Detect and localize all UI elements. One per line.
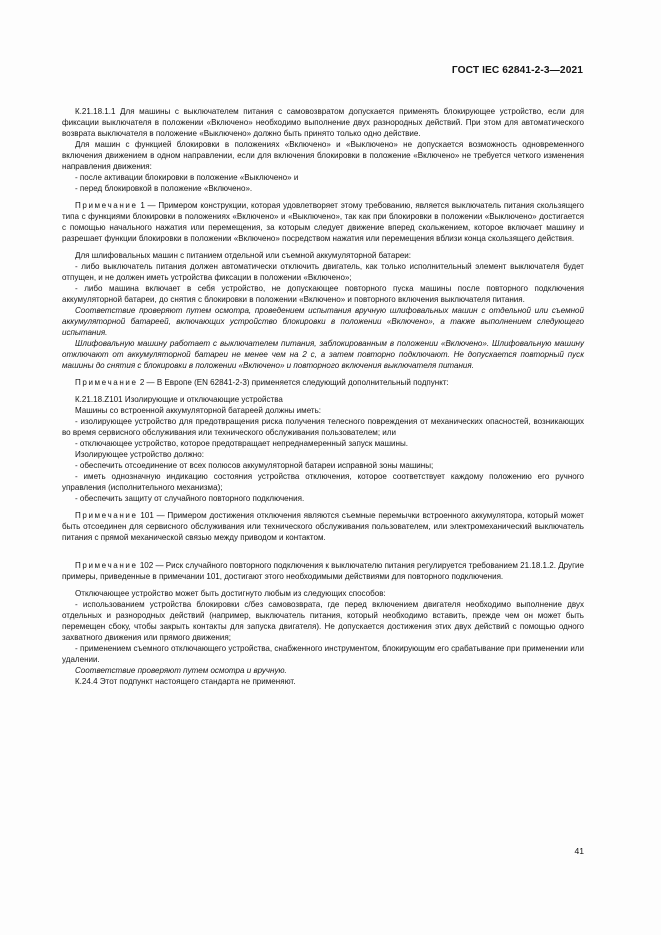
- note-text: 1 — Примером конструкции, которая удовлетворяет этому требованию, является выключатель питания скользящего типа с функциями блокировки в положениях «Включено» и «Выключено», так как при блокировки в положении «Выключено» достигается с помощью начального нажатия или перемещения, за которым следует движение вперед скольжением, которое включает машину и разрешает функции блокировки в положении «Включено» посредством нажатия или перемещения вблизи конца скользящего действия.: [62, 201, 584, 243]
- compliance-check: Соответствие проверяют путем осмотра и вручную.: [75, 666, 287, 675]
- section-title-z101: К.21.18.Z101 Изолирующие и отключающие устройства: [75, 395, 283, 404]
- note-2: [62, 377, 584, 388]
- document-body: [62, 106, 584, 687]
- note-label: Примечание: [75, 201, 138, 210]
- list-item: - применением съемного отключающего устройства, снабженного инструментом, блокирующим его срабатывание при применении или удалении.: [62, 644, 584, 664]
- note-text: 101 — Примером достижения отключения являются съемные перемычки встроенного аккумулятора, который может быть отсоединен для сервисного обслуживания или технического обслуживания пользователем, или электромеханический выключатель питания с прямой механической связью между приводом и контактом.: [62, 511, 584, 542]
- list-item: - обеспечить отсоединение от всех полюсов аккумуляторной батареи исправной зоны машины;: [75, 461, 434, 470]
- note-label: Примечание: [75, 511, 138, 520]
- note-label: Примечание: [75, 378, 138, 387]
- list-item: - обеспечить защиту от случайного повторного подключения.: [75, 494, 305, 503]
- note-text: 102 — Риск случайного повторного подключения к выключателю питания регулируется требованием 21.18.1.2. Другие примеры, приведенные в примечании 101, достигают этого необходимыми действиями для повторного подключения.: [62, 561, 584, 581]
- paragraph-k244: К.24.4 Этот подпункт настоящего стандарта не применяют.: [75, 677, 296, 686]
- paragraph: Изолирующее устройство должно:: [75, 450, 204, 459]
- paragraph-k211811: К.21.18.1.1 Для машины с выключателем питания с самовозвратом допускается применять блокирующее устройство, если для фиксации выключателя в положении «Включено» необходимо выполнение двух разнородных действий. При этом для автоматического возврата выключателя в положение «Выключено» должно быть принято только одно действие.: [62, 107, 584, 138]
- list-item: - отключающее устройство, которое предотвращает непреднамеренный запуск машины.: [75, 439, 408, 448]
- list-item: - использованием устройства блокировки с/без самовозврата, где перед включением двигателя необходимо выполнение двух отдельных и разнородных действий (например, выключатель питания, который необходимо вставить, прежде чем он может быть перемещен сбоку, чтобы закрыть контакты для запуска двигателя). Не допускается достижения этих двух действий с помощью одного захватного движения или прямого движения;: [62, 600, 584, 642]
- list-item: - либо выключатель питания должен автоматически отключить двигатель, как только исполнительный элемент выключателя будет отпущен, и не должен иметь устройства фиксации в положении «Включено»;: [62, 262, 584, 282]
- note-text: 2 — В Европе (EN 62841-2-3) применяется следующий дополнительный подпункт:: [139, 378, 449, 387]
- list-item: - перед блокировкой в положение «Включено».: [75, 184, 253, 193]
- page-number: 41: [574, 846, 584, 856]
- compliance-check: Соответствие проверяют путем осмотра, проведением испытания вручную шлифовальных машин с отдельной или съемной аккумуляторной батареей, включающих устройство блокировки в положении «Включено», а также выполнением следующего испытания.: [62, 306, 584, 337]
- note-label: Примечание: [75, 561, 138, 570]
- paragraph: Машины со встроенной аккумуляторной батареей должны иметь:: [75, 406, 322, 415]
- list-item: - после активации блокировки в положение «Выключено» и: [75, 173, 299, 182]
- test-description: Шлифовальную машину работает с выключателем питания, заблокированным в положении «Включено». Шлифовальную машину отключают от аккумуляторной батареи не менее чем на 2 с, а затем повторно подключают. Не допускается повторный пуск машины до снятия с блокировки в положении «Включено» и повторного включения выключателя питания.: [62, 339, 584, 370]
- paragraph-grinders: Для шлифовальных машин с питанием отдельной или съемной аккумуляторной батареи:: [75, 251, 412, 260]
- note-1: [62, 200, 584, 244]
- list-item: - изолирующее устройство для предотвращения риска получения телесного повреждения от механических опасностей, возникающих во время сервисного обслуживания или технического обслуживания пользователем; или: [62, 417, 584, 437]
- note-101: [62, 510, 584, 543]
- list-item: - иметь однозначную индикацию состояния устройства отключения, которое соответствует каждому положению его ручного управления (исполнительного механизма);: [62, 472, 584, 492]
- paragraph-lock-functions: Для машин с функцией блокировки в положениях «Включено» и «Выключено» не допускается возможность одновременного включения движением в одном направлении, если для включения блокировки в положение «Включено» не требуется четкого изменения направления движения:: [62, 140, 584, 171]
- list-item: - либо машина включает в себя устройство, не допускающее повторного пуска машины после повторного подключения аккумуляторной батареи, до снятия с блокировки в положении «Включено» и повторного включения выключателя питания.: [62, 284, 584, 304]
- standard-header: ГОСТ IEC 62841-2-3—2021: [451, 65, 583, 76]
- paragraph: Отключающее устройство может быть достигнуто любым из следующих способов:: [75, 589, 386, 598]
- note-102: [62, 560, 584, 582]
